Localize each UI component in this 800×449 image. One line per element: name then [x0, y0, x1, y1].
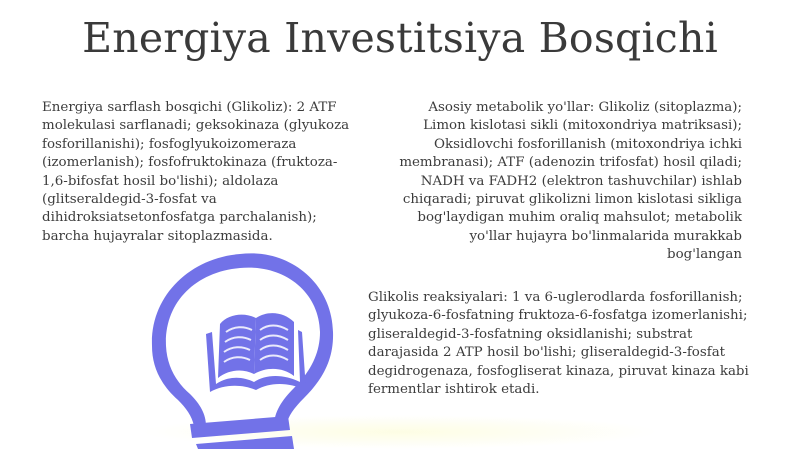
- right-text-block: Asosiy metabolik yo'llar: Glikoliz (sitoplazma); Limon kislotasi sikli (mitoxondriya matriksasi); Oksidlovchi fosforillanish (mitoxondriya ichki membranasi); ATF (adenozin trifosfat) hosil qiladi; NADH va FADH2 (elektron tashuvchilar) ishlab chiqaradi; piruvat glikolizni limon kislotasi sikliga bog'laydigan muhim oraliq mahsulot; metabolik yo'llar hujayra bo'linmalarida murakkab bog'langan: [399, 100, 742, 263]
- bottom-text-block: Glikolis reaksiyalari: 1 va 6-uglerodlarda fosforillanish; glyukoza-6-fosfatning fruktoza-6-fosfatga izomerlanishi; gliseraldegid-3-fosfatning oksidlanishi; substrat darajasida 2 ATP hosil bo'lishi; gliseraldegid-3-fosfat degidrogenaza, fosfogliserat kinaza, piruvat kinaza kabi fermentlar ishtirok etadi.: [368, 290, 749, 398]
- slide-title: Energiya Investitsiya Bosqichi: [82, 14, 718, 62]
- lightbulb-with-book-icon: [128, 248, 338, 449]
- left-text-block: Energiya sarflash bosqichi (Glikoliz): 2 ATF molekulasi sarflanadi; geksokinaza (glyukoza fosforillanishi); fosfoglyukoizomeraza (izomerlanish); fosfofruktokinaza (fruktoza-1,6-bifosfat hosil bo'lishi); aldolaza (glitseraldegid-3-fosfat va dihidroksiatsetonfosfatga parchalanish); barcha hujayralar sitoplazmasida.: [42, 100, 350, 244]
